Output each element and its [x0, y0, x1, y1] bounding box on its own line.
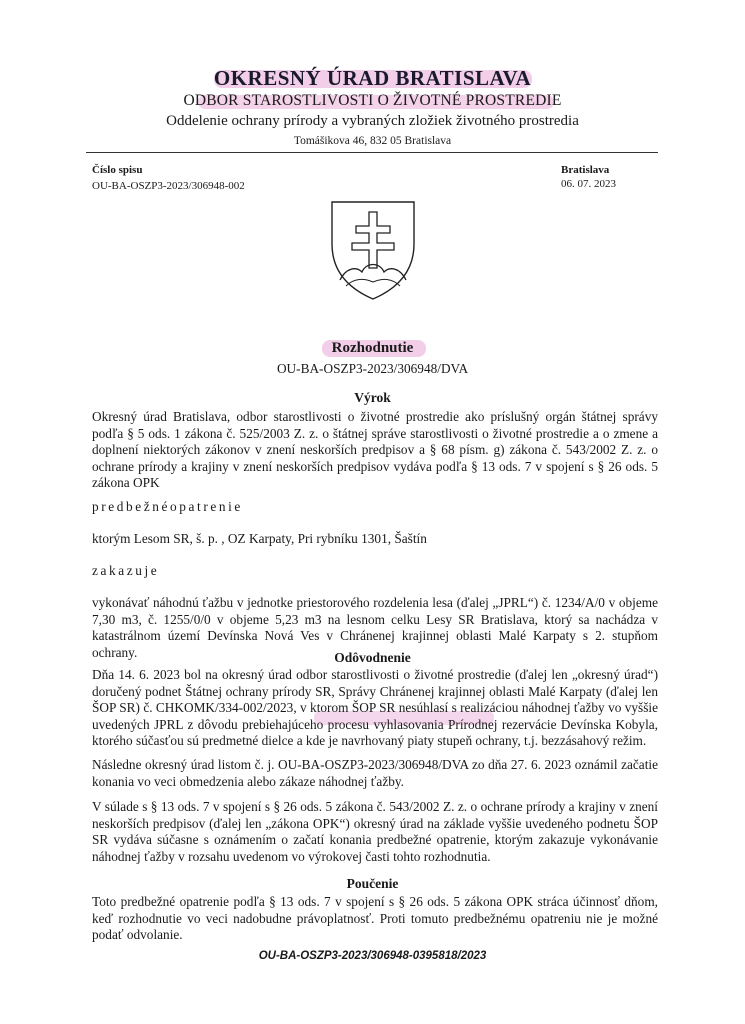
footer-reference: OU-BA-OSZP3-2023/306948-0395818/2023 — [258, 950, 487, 962]
prohibits-label: zakazuje — [92, 563, 160, 578]
prohibited-activity: vykonávať náhodnú ťažbu v jednotke priestorového rozdelenia lesa (ďalej „JPRL“) č. 1234/A/0 v objeme 7,30 m3, č. 1255/0/0 v objeme 5,23 m3 na lesnom celku Lesy SR Bratislava, ktorý sa nachádza v katastrálnom území Devínska Nová Ves v Chránenej krajinnej oblasti Malé Karpaty s 2. stupňom ochrany. — [92, 595, 658, 660]
place-label: Bratislava — [561, 164, 610, 176]
reasoning-paragraph: V súlade s § 13 ods. 7 v spojení s § 26 ods. 5 zákona č. 543/2002 Z. z. o ochrane prírody a krajiny v znení neskorších predpisov (ďalej len „zákona OPK“) okresný úrad na základe vyššie uvedeného podnetu ŠOP SR vydáva súčasne s oznámením o začatí konania predbežné opatrenie, ktorým zakazuje vykonávanie náhodnej ťažby v rozsahu uvedenom vo výrokovej časti tohto rozhodnutia. — [92, 799, 658, 864]
slovak-coat-of-arms-icon — [328, 198, 418, 302]
document-date: 06. 07. 2023 — [561, 178, 616, 190]
department-name: ODBOR STAROSTLIVOSTI O ŽIVOTNÉ PROSTREDIE — [183, 92, 562, 109]
decision-title: Rozhodnutie — [331, 340, 414, 356]
reasoning-heading: Odôvodnenie — [334, 650, 411, 665]
file-number: OU-BA-OSZP3-2023/306948-002 — [92, 180, 245, 192]
instruction-paragraph: Toto predbežné opatrenie podľa § 13 ods. 7 v spojení s § 26 ods. 5 zákona OPK stráca účinnosť dňom, keď rozhodnutie vo veci nadobudne právoplatnosť. Proti tomuto predbežnému opatreniu nie je možné podať odvolanie. — [92, 894, 658, 943]
verdict-heading: Výrok — [354, 390, 391, 405]
file-number-label: Číslo spisu — [92, 164, 143, 176]
verdict-intro: Okresný úrad Bratislava, odbor starostlivosti o životné prostredie ako príslušný orgán štátnej správy podľa § 5 ods. 1 zákona č. 525/2003 Z. z. o štátnej správe starostlivosti o životné prostredie a o zmene a doplnení niektorých zákonov v znení neskorších predpisov a § 68 písm. g) zákona č. 543/2002 Z. z. o ochrane prírody a krajiny v znení neskorších predpisov vydáva podľa § 13 ods. 7 v spojení s § 26 ods. 5 zákona OPK — [92, 409, 658, 491]
addressee: ktorým Lesom SR, š. p. , OZ Karpaty, Pri rybníku 1301, Šaštín — [92, 531, 427, 546]
reasoning-paragraph: Následne okresný úrad listom č. j. OU-BA-OSZP3-2023/306948/DVA zo dňa 27. 6. 2023 oznámil začatie konania vo veci obmedzenia alebo zákaze náhodnej ťažby. — [92, 757, 658, 789]
decision-number: OU-BA-OSZP3-2023/306948/DVA — [276, 361, 469, 376]
section-name: Oddelenie ochrany prírody a vybraných zložiek životného prostredia — [166, 113, 579, 129]
office-title: OKRESNÝ ÚRAD BRATISLAVA — [213, 66, 532, 90]
instruction-heading: Poučenie — [346, 876, 399, 891]
office-address: Tomášikova 46, 832 05 Bratislava — [293, 135, 452, 147]
reasoning-paragraph: Dňa 14. 6. 2023 bol na okresný úrad odbor starostlivosti o životné prostredie (ďalej len „okresný úrad“) doručený podnet Štátnej ochrany prírody SR, Správy Chránenej krajinnej oblasti Malé Karpaty (ďalej len ŠOP SR) č. CHKOMK/334-002/2023, v ktorom ŠOP SR nesúhlasí s realizáciou náhodnej ťažby vo vyššie uvedených JPRL z dôvodu prebiehajúceho procesu vyhlasovania Prírodnej rezervácie Devínska Kobyla, ktorého súčasťou sú predmetné dielce a kde je navrhovaný piaty stupeň ochrany, t.j. bezzásahový režim. — [92, 667, 658, 749]
header-divider — [86, 152, 658, 153]
measure-label: predbežnéopatrenie — [92, 499, 243, 514]
